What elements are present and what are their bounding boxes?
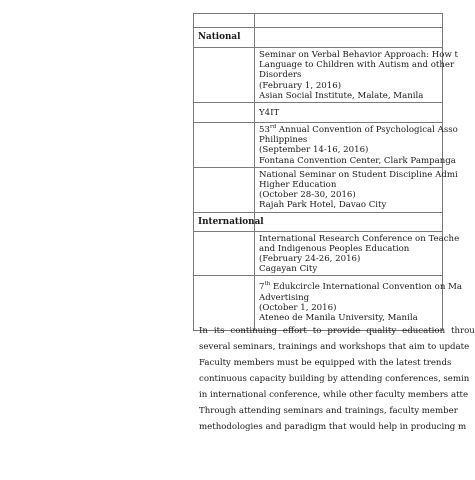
paragraph-line: In its continuing effort to provide quality education throu — [199, 326, 475, 336]
event-title: Y4IT — [259, 107, 280, 118]
event-date: (February 1, 2016) — [259, 80, 342, 91]
table-row — [194, 167, 443, 212]
event-date: (February 24-26, 2016) — [259, 254, 361, 265]
category-national: National — [194, 28, 255, 48]
ordinal-suffix: rd — [269, 124, 277, 131]
event-venue: Asian Social Institute, Malate, Manila — [259, 90, 424, 101]
table-row — [194, 48, 443, 103]
table-cell — [194, 123, 255, 168]
paragraph-line: in international conference, while other faculty members atte — [199, 390, 469, 400]
event-date: (October 1, 2016) — [259, 302, 337, 313]
event-date: (October 28-30, 2016) — [259, 190, 356, 201]
event-title — [259, 281, 463, 293]
ordinal-number: 7 — [259, 282, 265, 293]
ordinal-suffix: th — [264, 281, 271, 288]
event-venue: Rajah Park Hotel, Davao City — [259, 200, 387, 211]
table-row — [194, 103, 443, 123]
table-row — [194, 212, 443, 231]
paragraph-line: Faculty members must be equipped with the latest trends — [199, 358, 452, 368]
event-entry — [255, 231, 460, 276]
event-title: Seminar on Verbal Behavior Approach: How t — [259, 50, 458, 60]
paragraph-line: several seminars, trainings and workshops that aim to update — [199, 342, 470, 352]
event-venue: Ateneo de Manila University, Manila — [259, 313, 418, 324]
event-title: Advertising — [259, 292, 310, 303]
event-entry — [255, 123, 458, 168]
event-title: Higher Education — [259, 180, 337, 191]
table-cell — [194, 14, 255, 28]
event-title: National Seminar on Student Discipline Admi — [259, 169, 458, 180]
table-row — [194, 231, 443, 276]
ordinal-number: 53 — [259, 125, 270, 136]
table-row — [194, 28, 443, 48]
event-title: Disorders — [259, 70, 302, 81]
table-row — [194, 123, 443, 168]
table-row — [194, 14, 443, 28]
event-title — [259, 124, 458, 136]
table-cell — [194, 231, 255, 276]
event-entry — [255, 103, 443, 123]
event-title-rest: Edukcircle International Convention on Ma — [270, 282, 463, 293]
paragraph-line: continuous capacity building by attending conferences, semin — [199, 374, 470, 384]
body-paragraph — [199, 323, 475, 435]
training-table — [193, 13, 463, 331]
table-cell — [255, 28, 443, 48]
paragraph-line: Through attending seminars and trainings, faculty member — [199, 406, 458, 416]
table-cell — [194, 167, 255, 212]
table-cell — [255, 14, 443, 28]
event-title: Philippines — [259, 135, 308, 146]
category-international: International — [194, 212, 255, 231]
paragraph-line: methodologies and paradigm that would help in producing m — [199, 422, 467, 432]
event-date: (September 14-16, 2016) — [259, 145, 369, 156]
event-title-rest: Annual Convention of Psychological Asso — [276, 125, 458, 136]
event-title: International Research Conference on Teache — [259, 233, 460, 244]
table-cell — [194, 48, 255, 103]
event-entry — [255, 167, 458, 212]
event-title: and Indigenous Peoples Education — [259, 243, 410, 254]
event-entry — [255, 48, 458, 103]
table-cell — [194, 103, 255, 123]
event-title: Language to Children with Autism and other — [259, 60, 455, 71]
table-cell — [255, 212, 443, 231]
event-venue: Cagayan City — [259, 264, 318, 275]
event-venue: Fontana Convention Center, Clark Pampanga — [259, 155, 456, 166]
